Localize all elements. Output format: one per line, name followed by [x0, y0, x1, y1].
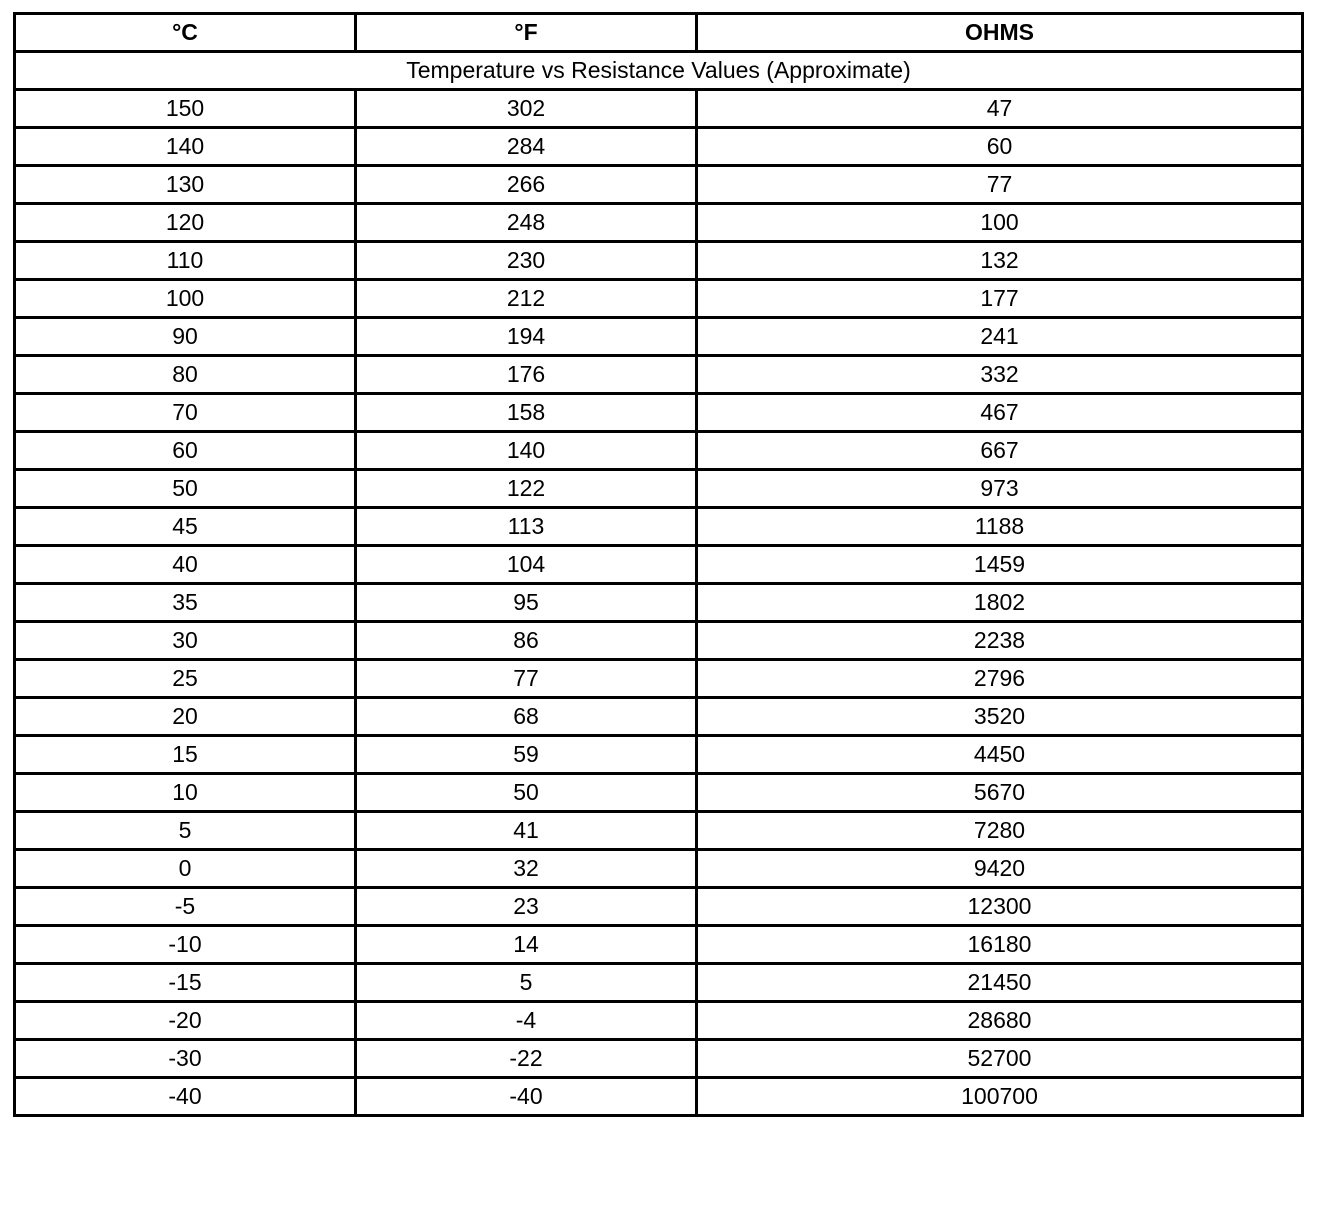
header-fahrenheit: °F: [356, 14, 697, 52]
cell-celsius: 60: [15, 432, 356, 470]
cell-fahrenheit: 248: [356, 204, 697, 242]
cell-fahrenheit: 302: [356, 90, 697, 128]
cell-ohms: 21450: [697, 964, 1303, 1002]
table-row: [15, 128, 1303, 166]
cell-celsius: 0: [15, 850, 356, 888]
table-head: [15, 14, 1303, 90]
cell-celsius: -5: [15, 888, 356, 926]
cell-ohms: 77: [697, 166, 1303, 204]
cell-ohms: 100: [697, 204, 1303, 242]
table-row: [15, 964, 1303, 1002]
cell-ohms: 1802: [697, 584, 1303, 622]
cell-celsius: -20: [15, 1002, 356, 1040]
caption-row: [15, 52, 1303, 90]
cell-ohms: 1459: [697, 546, 1303, 584]
cell-celsius: 140: [15, 128, 356, 166]
cell-celsius: 5: [15, 812, 356, 850]
table-row: [15, 394, 1303, 432]
header-ohms: OHMS: [697, 14, 1303, 52]
cell-fahrenheit: 14: [356, 926, 697, 964]
cell-fahrenheit: -4: [356, 1002, 697, 1040]
table-row: [15, 166, 1303, 204]
cell-fahrenheit: 41: [356, 812, 697, 850]
cell-celsius: 20: [15, 698, 356, 736]
cell-celsius: 90: [15, 318, 356, 356]
cell-ohms: 2796: [697, 660, 1303, 698]
cell-ohms: 60: [697, 128, 1303, 166]
cell-celsius: -30: [15, 1040, 356, 1078]
table-row: [15, 318, 1303, 356]
cell-ohms: 3520: [697, 698, 1303, 736]
cell-ohms: 177: [697, 280, 1303, 318]
cell-celsius: 130: [15, 166, 356, 204]
cell-celsius: 45: [15, 508, 356, 546]
cell-ohms: 52700: [697, 1040, 1303, 1078]
header-celsius: °C: [15, 14, 356, 52]
cell-celsius: -15: [15, 964, 356, 1002]
cell-celsius: -40: [15, 1078, 356, 1116]
table-row: [15, 242, 1303, 280]
table-row: [15, 622, 1303, 660]
cell-fahrenheit: 113: [356, 508, 697, 546]
cell-ohms: 9420: [697, 850, 1303, 888]
cell-fahrenheit: 50: [356, 774, 697, 812]
table-row: [15, 470, 1303, 508]
cell-celsius: 10: [15, 774, 356, 812]
cell-fahrenheit: 5: [356, 964, 697, 1002]
cell-fahrenheit: 176: [356, 356, 697, 394]
cell-ohms: 4450: [697, 736, 1303, 774]
cell-fahrenheit: 23: [356, 888, 697, 926]
cell-celsius: 35: [15, 584, 356, 622]
table-row: [15, 356, 1303, 394]
cell-ohms: 12300: [697, 888, 1303, 926]
cell-ohms: 332: [697, 356, 1303, 394]
table-row: [15, 926, 1303, 964]
cell-fahrenheit: 104: [356, 546, 697, 584]
cell-ohms: 973: [697, 470, 1303, 508]
table-row: [15, 584, 1303, 622]
cell-celsius: 40: [15, 546, 356, 584]
cell-ohms: 467: [697, 394, 1303, 432]
cell-ohms: 2238: [697, 622, 1303, 660]
table-row: [15, 280, 1303, 318]
cell-fahrenheit: 194: [356, 318, 697, 356]
cell-ohms: 7280: [697, 812, 1303, 850]
cell-celsius: -10: [15, 926, 356, 964]
cell-ohms: 16180: [697, 926, 1303, 964]
table-caption: Temperature vs Resistance Values (Approximate): [15, 52, 1303, 90]
cell-fahrenheit: 86: [356, 622, 697, 660]
table-row: [15, 698, 1303, 736]
cell-celsius: 30: [15, 622, 356, 660]
table-row: [15, 1002, 1303, 1040]
table-row: [15, 546, 1303, 584]
table-row: [15, 660, 1303, 698]
temperature-resistance-table: [13, 12, 1304, 1117]
table-row: [15, 888, 1303, 926]
cell-fahrenheit: 68: [356, 698, 697, 736]
cell-ohms: 241: [697, 318, 1303, 356]
table-row: [15, 812, 1303, 850]
table-row: [15, 1040, 1303, 1078]
table-row: [15, 432, 1303, 470]
cell-celsius: 50: [15, 470, 356, 508]
table-row: [15, 774, 1303, 812]
cell-fahrenheit: 230: [356, 242, 697, 280]
cell-ohms: 667: [697, 432, 1303, 470]
cell-fahrenheit: 77: [356, 660, 697, 698]
cell-fahrenheit: 59: [356, 736, 697, 774]
cell-fahrenheit: 122: [356, 470, 697, 508]
cell-ohms: 100700: [697, 1078, 1303, 1116]
table-body: [15, 90, 1303, 1116]
cell-ohms: 5670: [697, 774, 1303, 812]
cell-celsius: 25: [15, 660, 356, 698]
table-row: [15, 850, 1303, 888]
cell-celsius: 70: [15, 394, 356, 432]
cell-celsius: 110: [15, 242, 356, 280]
cell-celsius: 150: [15, 90, 356, 128]
cell-fahrenheit: 284: [356, 128, 697, 166]
cell-celsius: 120: [15, 204, 356, 242]
cell-fahrenheit: 212: [356, 280, 697, 318]
cell-celsius: 80: [15, 356, 356, 394]
cell-fahrenheit: -40: [356, 1078, 697, 1116]
table-row: [15, 736, 1303, 774]
cell-ohms: 132: [697, 242, 1303, 280]
cell-fahrenheit: 32: [356, 850, 697, 888]
table-row: [15, 204, 1303, 242]
cell-ohms: 47: [697, 90, 1303, 128]
cell-ohms: 28680: [697, 1002, 1303, 1040]
table-row: [15, 508, 1303, 546]
table-row: [15, 90, 1303, 128]
cell-celsius: 100: [15, 280, 356, 318]
cell-fahrenheit: -22: [356, 1040, 697, 1078]
cell-fahrenheit: 95: [356, 584, 697, 622]
cell-fahrenheit: 158: [356, 394, 697, 432]
cell-fahrenheit: 266: [356, 166, 697, 204]
cell-celsius: 15: [15, 736, 356, 774]
cell-ohms: 1188: [697, 508, 1303, 546]
table-row: [15, 1078, 1303, 1116]
header-row: [15, 14, 1303, 52]
cell-fahrenheit: 140: [356, 432, 697, 470]
